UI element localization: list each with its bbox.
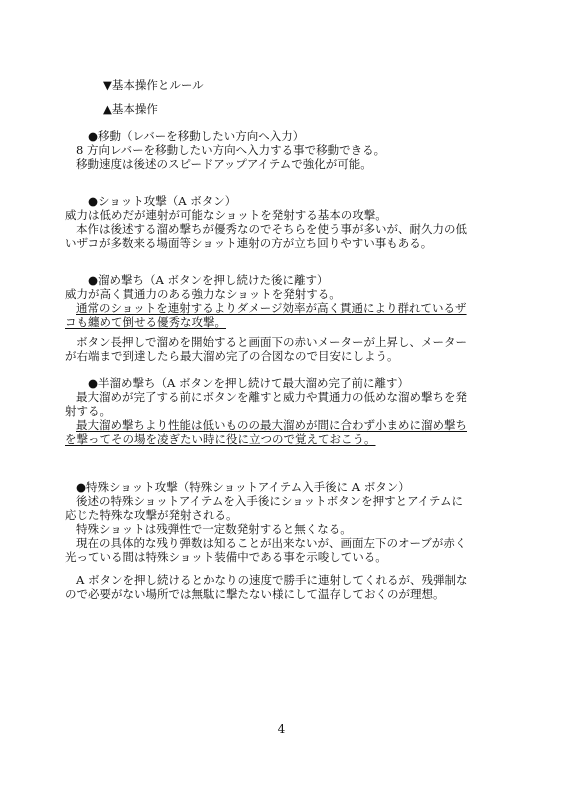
- section-charge-line-2: 通常のショットを連射するよりダメージ効率が高く貫通により群れているザ: [76, 301, 467, 315]
- section-special-line-3: 特殊ショットは残弾性で一定数発射すると無くなる。: [76, 522, 352, 536]
- section-charge-note-1: ボタン長押しで溜めを開始すると画面下の赤いメーターが上昇し、メーター: [76, 335, 467, 349]
- section-half-charge-title: ●半溜め撃ち（A ボタンを押し続けて最大溜め完了前に離す）: [88, 376, 409, 390]
- heading-basic-operation: ▲基本操作: [103, 102, 158, 116]
- section-charge-note-2: が右端まで到達したら最大溜め完了の合図なので目安にしよう。: [65, 349, 399, 363]
- tip-line-1: A ボタンを押し続けるとかなりの速度で勝手に連射してくれるが、残弾制な: [76, 573, 468, 587]
- section-special-line-4: 現在の具体的な残り弾数は知ることが出来ないが、画面左下のオーブが赤く: [76, 536, 467, 550]
- section-charge-title: ●溜め撃ち（A ボタンを押し続けた後に離す）: [88, 273, 329, 287]
- page-number: 4: [277, 722, 286, 736]
- section-special-line-5: 光っている間は特殊ショット装備中である事を示唆している。: [65, 550, 387, 564]
- section-special-line-1: 後述の特殊ショットアイテムを入手後にショットボタンを押すとアイテムに: [76, 494, 463, 508]
- section-move-title: ●移動（レバーを移動したい方向へ入力）: [88, 129, 305, 143]
- section-half-charge-line-3: 最大溜め撃ちより性能は低いものの最大溜めが間に合わず小まめに溜め撃ち: [76, 418, 467, 432]
- section-charge-line-1: 威力が高く貫通力のある強力なショットを発射する。: [65, 287, 341, 301]
- section-shot-line-2: 本作は後述する溜め撃ちが優秀なのでそちらを使う事が多いが、耐久力の低: [76, 222, 467, 236]
- section-special-title: ●特殊ショット攻撃（特殊ショットアイテム入手後に A ボタン）: [76, 480, 410, 494]
- section-move-line-2: 移動速度は後述のスピードアップアイテムで強化が可能。: [76, 157, 372, 171]
- section-half-charge-line-4: を撃ってその場を凌ぎたい時に役に立つので覚えておこう。: [65, 432, 376, 446]
- section-shot-line-3: いザコが多数来る場面等ショット連射の方が立ち回りやすい事もある。: [65, 236, 433, 250]
- section-special-line-2: 応じた特殊な攻撃が発射される。: [65, 508, 238, 522]
- section-half-charge-line-2: 射する。: [65, 404, 111, 418]
- section-move-line-1: 8 方向レバーを移動したい方向へ入力する事で移動できる。: [76, 143, 386, 157]
- section-shot-title: ●ショット攻撃（A ボタン）: [88, 194, 237, 208]
- section-charge-line-3: コも纏めて倒せる優秀な攻撃。: [65, 315, 226, 329]
- section-half-charge-line-1: 最大溜めが完了する前にボタンを離すと威力や貫通力の低めな溜め撃ちを発: [76, 390, 467, 404]
- tip-line-2: ので必要がない場所では無駄に撃たない様にして温存しておくのが理想。: [65, 587, 445, 601]
- heading-rules: ▼基本操作とルール: [103, 78, 204, 92]
- section-shot-line-1: 威力は低めだが連射が可能なショットを発射する基本の攻撃。: [65, 208, 387, 222]
